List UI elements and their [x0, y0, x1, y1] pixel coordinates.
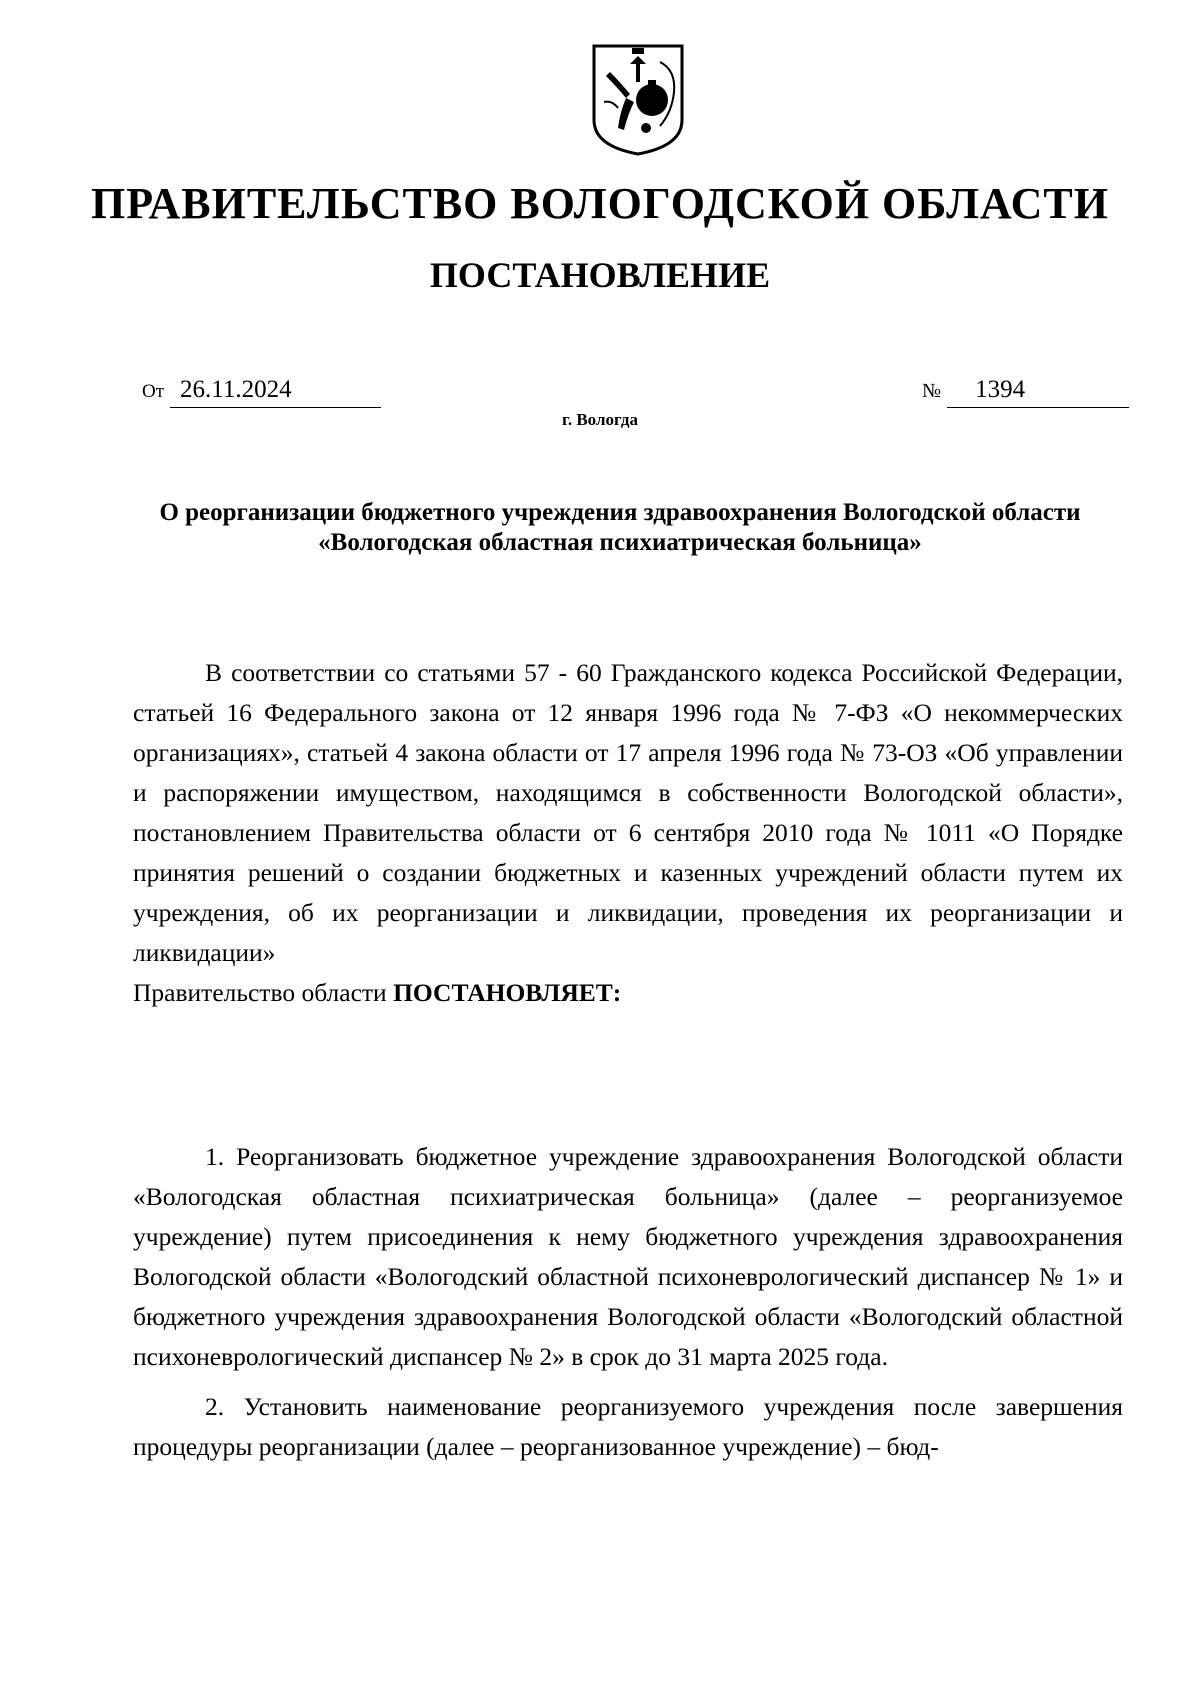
decree-verb: ПОСТАНОВЛЯЕТ: [393, 978, 622, 1007]
document-date: 26.11.2024 [170, 375, 381, 408]
decree-lead: Правительство области [133, 978, 394, 1007]
number-prefix: № [922, 380, 942, 402]
preamble-block [133, 653, 1123, 1013]
document-type: ПОСТАНОВЛЕНИЕ [429, 255, 771, 295]
preamble-paragraph: В соответствии со статьями 57 - 60 Гражданского кодекса Российской Федерации, статьей 16 Федерального закона от 12 января 1996 года № 7-ФЗ «О некоммерческих организациях», статьей 4 закона области от 17 апреля 1996 года № 73-ОЗ «Об управлении и распоряжении имуществом, находящимся в собственности Вологодской области», постановлением Правительства области от 6 сентября 2010 года № 1011 «О Порядке принятия решений о создании бюджетных и казенных учреждений области путем их учреждения, об их реорганизации и ликвидации, проведения их реорганизации и ликвидации» [133, 658, 1123, 967]
vologda-coat-of-arms-icon [590, 42, 686, 158]
date-field [142, 375, 381, 408]
government-title: ПРАВИТЕЛЬСТВО ВОЛОГОДСКОЙ ОБЛАСТИ [91, 179, 1109, 228]
city-label: г. Вологда [562, 410, 638, 429]
date-prefix: От [142, 381, 165, 402]
document-subject: О реорганизации бюджетного учреждения здравоохранения Вологодской области «Вологодская областная психиатрическая больница» [159, 499, 1081, 556]
decree-items [133, 1137, 1123, 1467]
number-field [922, 375, 1129, 408]
decree-item: 2. Установить наименование реорганизуемого учреждения после завершения процедуры реорганизации (далее – реорганизованное учреждение) – бюд- [133, 1392, 1123, 1461]
decree-line [133, 973, 1123, 1013]
document-number: 1394 [947, 375, 1129, 408]
decree-item: 1. Реорганизовать бюджетное учреждение здравоохранения Вологодской области «Вологодская областная психиатрическая больница» (далее – реорганизуемое учреждение) путем присоединения к нему бюджетного учреждения здравоохранения Вологодской области «Вологодский областной психоневрологический диспансер № 1» и бюджетного учреждения здравоохранения Вологодской области «Вологодский областной психоневрологический диспансер № 2» в срок до 31 марта 2025 года. [133, 1142, 1123, 1371]
